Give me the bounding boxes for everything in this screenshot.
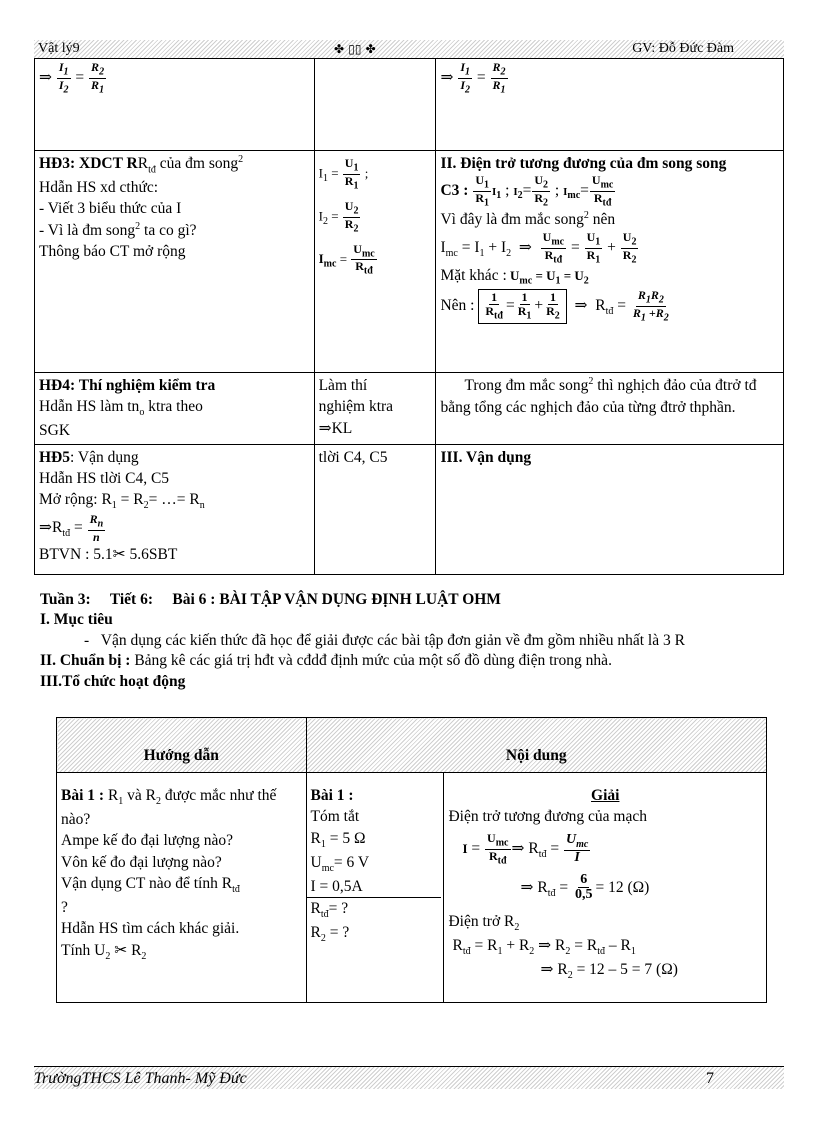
cell: HĐ3: XDCT $RR_{tđ}$ của đm song$^2$ Hdẫn HS xd cthức: - Viết 3 biểu thức của I - Vì là đm song$^2$ ta co gì? Thông báo CT mở rộng — [35, 151, 315, 373]
lesson-table-1 — [34, 58, 784, 575]
cell-guide: Bài 1 : $R_1$ và $R_2$ được mắc như thế nào? Ampe kế đo đại lượng nào? Vôn kế đo đại lượng nào? Vận dụng CT nào để tính $R_{tđ}$ ? Hdẫn HS tìm cách khác giải. Tính $U_2$ ✂ $R_2$ — [57, 773, 307, 1003]
cell: HĐ4: Thí nghiệm kiểm tra Hdẫn HS làm $tn_o$ ktra theo SGK — [35, 373, 315, 445]
formula: $\frac{R_2}{R_1}$ — [492, 60, 506, 96]
lesson-section — [40, 590, 780, 692]
header-subject: Vật lý9 — [38, 41, 80, 56]
cell: III. Vận dụng — [436, 444, 784, 574]
boxed-formula: $\frac{1}{R_{tđ}}$ = $\frac{1}{R_1}$ + $\frac{1}{R_2}$ — [478, 289, 566, 323]
column-header-guide: Hướng dẫn — [57, 718, 307, 773]
cell: Trong đm mắc song$^2$ thì nghịch đảo của đtrở tđ bằng tổng các nghịch đảo của từng đtrở thphần. — [436, 373, 784, 445]
cell — [314, 59, 436, 151]
formula: $\frac{R_2}{R_1}$ — [91, 60, 105, 96]
org-title: III.Tổ chức hoạt động — [40, 672, 186, 690]
page-header — [34, 40, 784, 59]
formula: $\frac{I_1}{I_2}$ — [58, 60, 69, 96]
header-ornament: ✤ ▯▯ ✤ — [334, 42, 376, 56]
lesson-table-2 — [56, 717, 767, 1003]
cell-solution: Giải Điện trở tương đương của mạch I = $\frac{U_{mc}}{R_{tđ}}$ ⇒ $R_{tđ}$ = $\frac{U_{mc}}{I}$ ⇒ $R_{tđ}$ = $\frac{6}{0,5}$ = 12 (Ω) Điện trở $R_2$ $R_{tđ} = R_1 + R_2$ ⇒ $R_2 = R_{tđ} - R_1$ ⇒ $R_2 = 12 - 5 = 7$ (Ω) — [444, 773, 767, 1003]
table-row — [35, 59, 784, 151]
scissors-icon: ✂ — [112, 545, 126, 563]
cell: tlời C4, C5 — [314, 444, 436, 574]
table-row — [35, 444, 784, 574]
table-header-row — [57, 718, 767, 773]
table-row — [35, 151, 784, 373]
cell: Làm thí nghiệm ktra ⇒KL — [314, 373, 436, 445]
formula: $\frac{I_1}{I_2}$ — [460, 60, 471, 96]
prep-line: II. Chuẩn bị : Bảng kê các giá trị hđt và cđdđ định mức của một số đồ dùng điện trong nhà. — [40, 652, 612, 670]
header-teacher: GV: Đỗ Đức Đàm — [632, 41, 734, 56]
page-number: 7 — [706, 1070, 714, 1087]
cell-given: Bài 1 : Tóm tắt $R_1 = 5$ Ω $U_{mc}= 6$ V I = 0,5A $R_{tđ}=$ ? $R_2$ = ? — [306, 773, 444, 1003]
lesson-title-line: Tuần 3: Tiết 6: Bài 6 : BÀI TẬP VẬN DỤNG ĐỊNH LUẬT OHM — [40, 591, 501, 608]
solution-title: Giải — [591, 787, 620, 804]
cell: ⇒ $\frac{I_1}{I_2}$ = $\frac{R_2}{R_1}$ — [35, 59, 315, 151]
cell: $I_1$ = $\frac{U_1}{R_1}$ ; $I_2$ = $\frac{U_2}{R_2}$ $I_{mc}$ = $\frac{U_{mc}}{R_{tđ}}$ — [314, 151, 436, 373]
page-footer — [34, 1066, 784, 1089]
column-header-content: Nội dung — [306, 718, 767, 773]
objective-item: - Vận dụng các kiến thức đã học để giải được các bài tập đơn giản về đm gồm nhiều nhất là 3 R — [84, 631, 685, 649]
table-row — [35, 373, 784, 445]
cell: ⇒ $\frac{I_1}{I_2}$ = $\frac{R_2}{R_1}$ — [436, 59, 784, 151]
objectives-title: I. Mục tiêu — [40, 611, 113, 629]
cell: HĐ5: Vận dụng Hdẫn HS tlời C4, C5 Mở rộng: $R_1 = R_2=$ …= $R_n$ $\Rightarrow R_{tđ}$ = $\frac{R_n}{n}$ BTVN : 5.1✂ 5.6SBT — [35, 444, 315, 574]
footer-school: TrườngTHCS Lê Thanh- Mỹ Đức — [34, 1070, 247, 1087]
cell: II. Điện trở tương đương của đm song song C3 : $\frac{U_1}{R_1}$ $I_1$ ; $I_2=$ $\frac{U_2}{R_2}$ ; $I_{mc}=$ $\frac{U_{mc}}{R_{tđ}}$ Vì đây là đm mắc song$^2$ nên $I_{mc} = I_1 + I_2$ ⇒ $\frac{U_{mc}}{R_{tđ}}$ = $\frac{U_1}{R_1}$ + $\frac{U_2}{R_2}$ Mặt khác : $U_{mc} = U_1 = U_2$ Nên : $\frac{1}{R_{tđ}}$ = $\frac{1}{R_1}$ + $\frac{1}{R_2}$ ⇒ $R_{tđ}$ = $\frac{R_1R_2}{R_1 +R_2}$ — [436, 151, 784, 373]
table-row — [57, 773, 767, 1003]
